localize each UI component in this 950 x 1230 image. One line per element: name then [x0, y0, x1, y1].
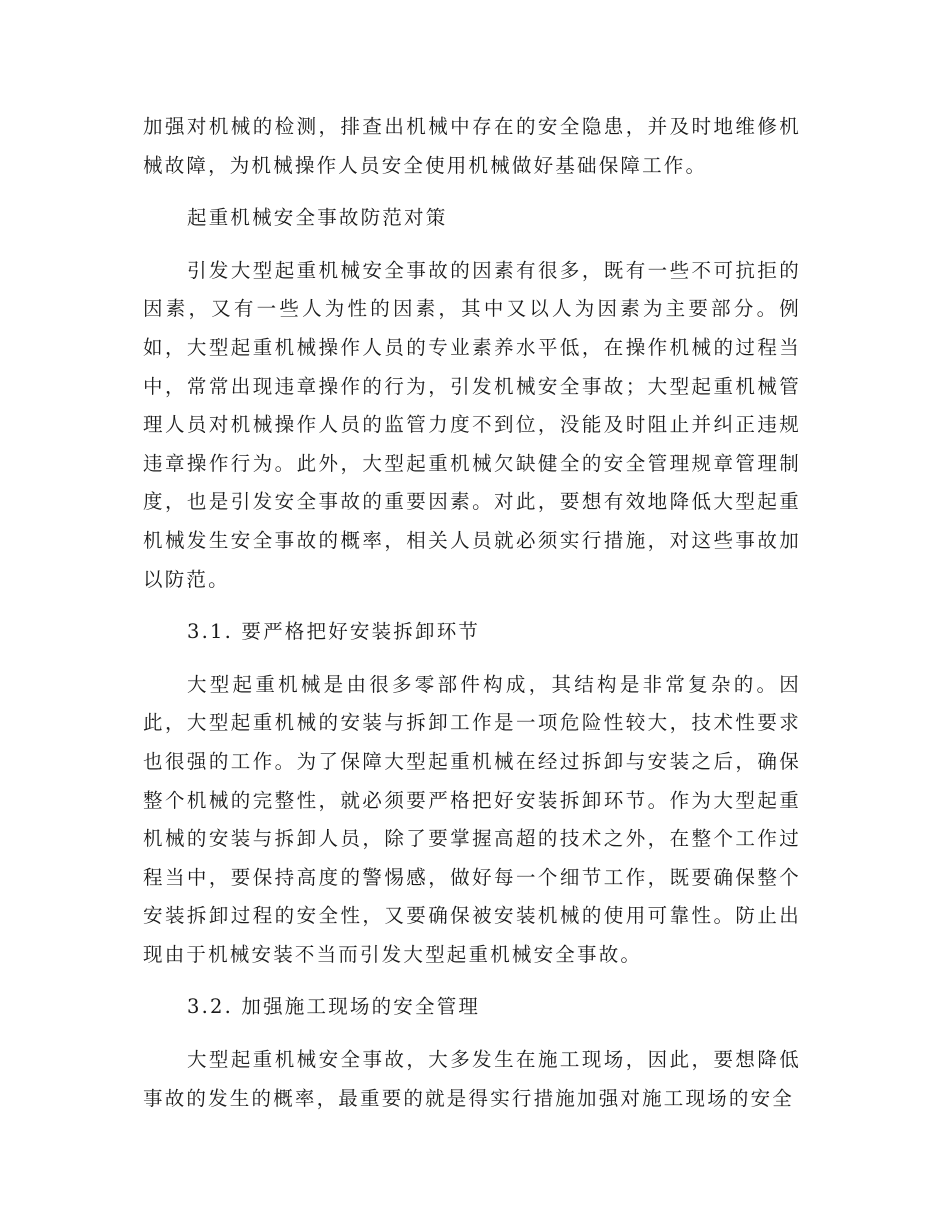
- paragraph-spacer: [143, 652, 801, 666]
- paragraph-spacer: [143, 599, 801, 613]
- paragraph-spacer: [143, 185, 801, 199]
- section-heading: 起重机械安全事故防范对策: [187, 206, 448, 230]
- subsection-heading: 3.1. 要严格把好安装拆卸环节: [187, 620, 481, 644]
- paragraph-spacer: [143, 974, 801, 988]
- subsection-heading: 3.2. 加强施工现场的安全管理: [187, 995, 481, 1019]
- body-paragraph: 引发大型起重机械安全事故的因素有很多，既有一些不可抗拒的因素，又有一些人为性的因素，其中又以人为因素为主要部分。例如，大型起重机械操作人员的专业素养水平低，在操作机械的过程当中，常常出现违章操作的行为，引发机械安全事故；大型起重机械管理人员对机械操作人员的监管力度不到位，没能及时阻止并纠正违规违章操作行为。此外，大型起重机械欠缺健全的安全管理规章管理制度，也是引发安全事故的重要因素。对此，要想有效地降低大型起重机械发生安全事故的概率，相关人员就必须实行措施，对这些事故加以防范。: [143, 258, 801, 591]
- body-paragraph: 大型起重机械安全事故，大多发生在施工现场，因此，要想降低事故的发生的概率，最重要的就是得实行措施加强对施工现场的安全: [143, 1048, 801, 1110]
- body-paragraph: 加强对机械的检测，排查出机械中存在的安全隐患，并及时地维修机械故障，为机械操作人员安全使用机械做好基础保障工作。: [143, 115, 801, 177]
- document-body: [143, 108, 801, 1118]
- body-paragraph: 大型起重机械是由很多零部件构成，其结构是非常复杂的。因此，大型起重机械的安装与拆卸工作是一项危险性较大，技术性要求也很强的工作。为了保障大型起重机械在经过拆卸与安装之后，确保整个机械的完整性，就必须要严格把好安装拆卸环节。作为大型起重机械的安装与拆卸人员，除了要掌握高超的技术之外，在整个工作过程当中，要保持高度的警惕感，做好每一个细节工作，既要确保整个安装拆卸过程的安全性，又要确保被安装机械的使用可靠性。防止出现由于机械安装不当而引发大型起重机械安全事故。: [143, 672, 801, 966]
- paragraph-spacer: [143, 1027, 801, 1041]
- paragraph-spacer: [143, 238, 801, 252]
